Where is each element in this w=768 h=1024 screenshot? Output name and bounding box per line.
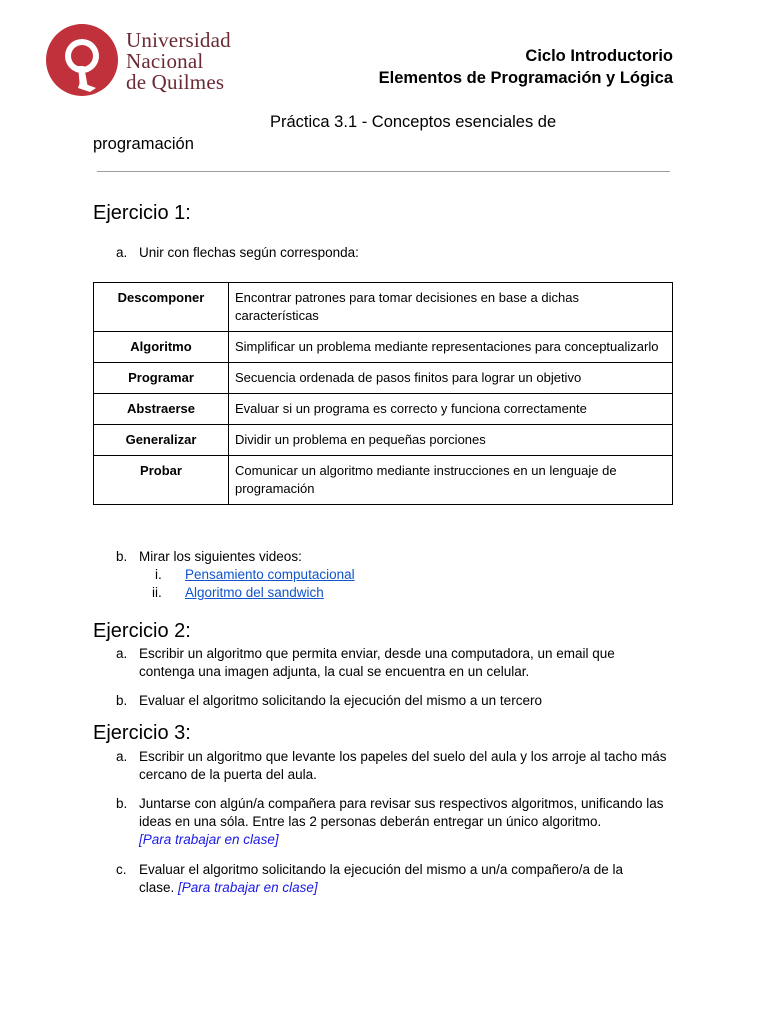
in-class-note: [Para trabajar en clase]: [139, 832, 279, 847]
list-marker: a.: [116, 749, 128, 764]
exercise-3-heading: Ejercicio 3:: [93, 722, 191, 744]
table-row: [94, 394, 673, 425]
concept-term: Algoritmo: [94, 332, 229, 363]
concept-definition: Simplificar un problema mediante representaciones para conceptualizarlo: [229, 332, 673, 363]
list-marker: b.: [116, 693, 128, 708]
list-marker: ii.: [152, 585, 162, 600]
item-text: Evaluar el algoritmo solicitando la ejecución del mismo a un/a compañero/a de la clase.: [139, 862, 624, 895]
concept-term: Generalizar: [94, 425, 229, 456]
item-text: Mirar los siguientes videos:: [139, 549, 302, 564]
item-body: [139, 795, 674, 849]
item-text: Unir con flechas según corresponda:: [139, 245, 359, 260]
table-row: [94, 425, 673, 456]
logo-line: Nacional: [126, 49, 204, 73]
list-marker: a.: [116, 245, 128, 260]
list-marker: b.: [116, 796, 128, 811]
concept-term: Programar: [94, 363, 229, 394]
practice-title: Práctica 3.1 - Conceptos esenciales de: [270, 113, 557, 131]
concept-definition: Dividir un problema en pequeñas porciones: [229, 425, 673, 456]
concept-definition: Secuencia ordenada de pasos finitos para lograr un objetivo: [229, 363, 673, 394]
item-text: Juntarse con algún/a compañera para revisar sus respectivos algoritmos, unificando las ideas en una sóla. Entre las 2 personas deberán entregar un único algoritmo.: [139, 796, 664, 829]
item-text: Escribir un algoritmo que permita enviar, desde una computadora, un email que contenga una imagen adjunta, la cual se encuentra en un celular.: [139, 646, 615, 679]
horizontal-divider: [97, 171, 670, 172]
unq-q-logo-icon: [44, 22, 124, 100]
logo-line: Universidad: [126, 28, 231, 52]
concept-term: Descomponer: [94, 283, 229, 332]
video-link-algoritmo-sandwich[interactable]: Algoritmo del sandwich: [185, 585, 324, 600]
list-marker: a.: [116, 646, 128, 661]
logo-line: de Quilmes: [126, 70, 225, 94]
course-subject: Elementos de Programación y Lógica: [378, 69, 673, 87]
exercise-1-heading: Ejercicio 1:: [93, 202, 191, 224]
university-logo: [44, 22, 254, 100]
list-marker: c.: [116, 862, 127, 877]
concept-term: Abstraerse: [94, 394, 229, 425]
item-body: [139, 861, 659, 897]
course-cycle: Ciclo Introductorio: [525, 47, 673, 65]
concept-definition: Comunicar un algoritmo mediante instrucciones en un lenguaje de programación: [229, 456, 673, 505]
concepts-matching-table: [93, 282, 673, 505]
item-text: Escribir un algoritmo que levante los papeles del suelo del aula y los arroje al tacho más cercano de la puerta del aula.: [139, 749, 667, 782]
table-row: [94, 363, 673, 394]
concept-definition: Evaluar si un programa es correcto y funciona correctamente: [229, 394, 673, 425]
video-link-pensamiento-computacional[interactable]: Pensamiento computacional: [185, 567, 355, 582]
table-row: [94, 332, 673, 363]
practice-title-continued: programación: [93, 135, 194, 153]
logo-wordmark: [126, 30, 231, 93]
course-header: [379, 45, 673, 89]
exercise-2-heading: Ejercicio 2:: [93, 620, 191, 642]
in-class-note: [Para trabajar en clase]: [178, 880, 318, 895]
table-row: [94, 456, 673, 505]
concept-definition: Encontrar patrones para tomar decisiones en base a dichas características: [229, 283, 673, 332]
item-text: Evaluar el algoritmo solicitando la ejecución del mismo a un tercero: [139, 693, 542, 708]
concept-term: Probar: [94, 456, 229, 505]
list-marker: i.: [155, 567, 162, 582]
table-row: [94, 283, 673, 332]
list-marker: b.: [116, 549, 128, 564]
